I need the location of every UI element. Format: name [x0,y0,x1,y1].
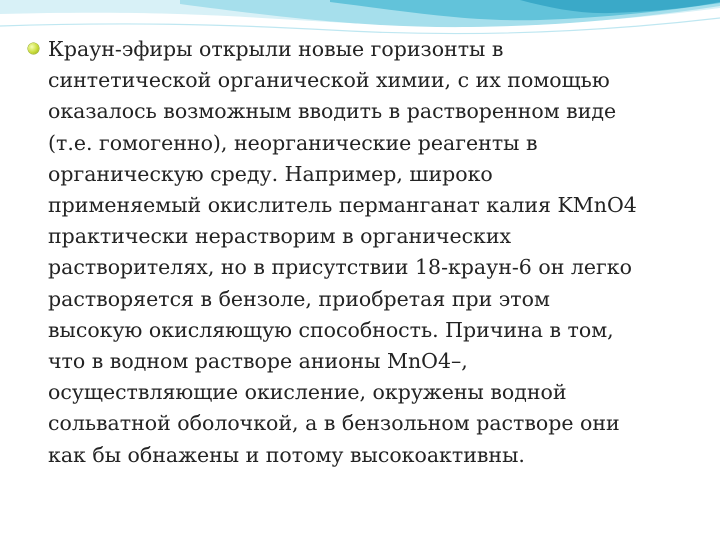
text-line: растворителях, но в присутствии 18-краун-6 он легко [48,255,632,280]
text-line: оказалось возможным вводить в растворенном виде [48,99,617,124]
text-line: что в водном растворе анионы MnO4–, [48,349,468,374]
text-line: органическую среду. Например, широко [48,161,493,186]
text-line: высокую окисляющую способность. Причина в том, [48,317,614,342]
text-line: синтетической органической химии, с их помощью [48,68,610,93]
bullet-text [48,34,704,471]
text-line: применяемый окислитель перманганат калия KMnO4 [48,193,637,218]
text-line: осуществляющие окисление, окружены водной [48,380,567,405]
bullet-dot-icon [28,43,39,54]
bullet-item [28,34,704,471]
text-line: практически нерастворим в органических [48,224,512,249]
text-line: (т.е. гомогенно), неорганические реагенты в [48,130,538,155]
slide-content [28,34,704,471]
text-line: сольватной оболочкой, а в бензольном растворе они [48,411,620,436]
text-line: растворяется в бензоле, приобретая при этом [48,286,550,311]
text-line: как бы обнажены и потому высокоактивны. [48,442,525,467]
text-line: Краун-эфиры открыли новые горизонты в [48,37,504,61]
